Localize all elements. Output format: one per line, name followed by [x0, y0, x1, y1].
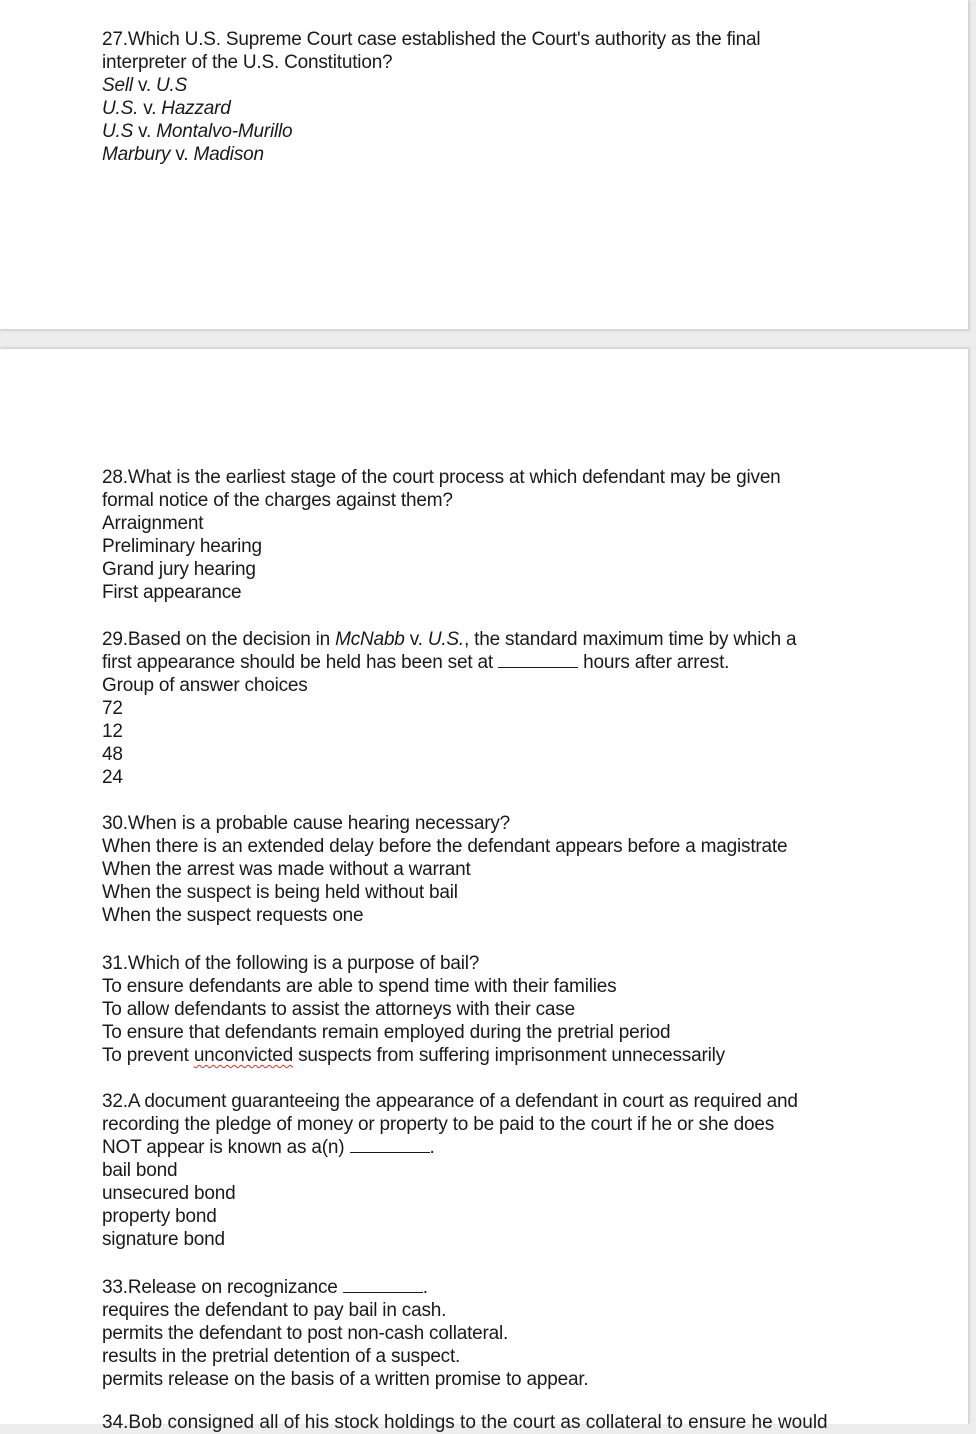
question-28-choice-4: First appearance	[102, 582, 242, 603]
question-28-choice-2: Preliminary hearing	[102, 536, 262, 557]
question-32-choice-3: property bond	[102, 1206, 217, 1227]
question-33	[102, 1276, 862, 1391]
spellcheck-flagged-word[interactable]: unconvicted	[193, 1045, 294, 1066]
question-28-text-line1: 28.What is the earliest stage of the court process at which defendant may be given	[102, 467, 781, 488]
question-34-partial: 34.Bob consigned all of his stock holdings to the court as collateral to ensure he would	[102, 1412, 828, 1433]
question-27-choice-1: Sell v. U.S	[102, 75, 188, 96]
question-33-choice-4: permits release on the basis of a written promise to appear.	[102, 1369, 589, 1390]
answer-blank	[498, 652, 578, 668]
question-31	[102, 952, 862, 1067]
question-31-choice-3: To ensure that defendants remain employed during the pretrial period	[102, 1022, 671, 1043]
question-32-choice-4: signature bond	[102, 1229, 225, 1250]
document-page-1	[0, 0, 969, 330]
question-30-choice-1: When there is an extended delay before the defendant appears before a magistrate	[102, 836, 788, 857]
question-27-text-line2: interpreter of the U.S. Constitution?	[102, 52, 393, 73]
question-30	[102, 812, 862, 927]
question-31-choice-1: To ensure defendants are able to spend time with their families	[102, 976, 617, 997]
question-27	[102, 28, 862, 166]
question-27-text-line1: 27.Which U.S. Supreme Court case established the Court's authority as the final	[102, 29, 761, 50]
question-32-text-line3: NOT appear is known as a(n) .	[102, 1137, 435, 1158]
question-29-group-label: Group of answer choices	[102, 675, 308, 696]
question-29-choice-4: 24	[102, 767, 123, 788]
question-30-choice-3: When the suspect is being held without bail	[102, 882, 458, 903]
question-32-text-line1: 32.A document guaranteeing the appearance of a defendant in court as required and	[102, 1091, 798, 1112]
question-29-text-line1: 29.Based on the decision in McNabb v. U.S., the standard maximum time by which a	[102, 629, 797, 650]
question-30-text-line1: 30.When is a probable cause hearing necessary?	[102, 813, 511, 834]
question-29-choice-1: 72	[102, 698, 123, 719]
question-31-choice-4: To prevent unconvicted suspects from suffering imprisonment unnecessarily	[102, 1045, 725, 1066]
question-33-choice-1: requires the defendant to pay bail in cash.	[102, 1300, 447, 1321]
question-33-text-line1: 33.Release on recognizance .	[102, 1277, 428, 1298]
question-30-choice-4: When the suspect requests one	[102, 905, 364, 926]
question-32-choice-1: bail bond	[102, 1160, 178, 1181]
question-28-text-line2: formal notice of the charges against them?	[102, 490, 453, 511]
question-32-text-line2: recording the pledge of money or property to be paid to the court if he or she does	[102, 1114, 775, 1135]
question-32	[102, 1090, 862, 1251]
question-30-choice-2: When the arrest was made without a warrant	[102, 859, 471, 880]
question-29-choice-3: 48	[102, 744, 123, 765]
question-29-choice-2: 12	[102, 721, 123, 742]
question-28-choice-3: Grand jury hearing	[102, 559, 256, 580]
question-31-text-line1: 31.Which of the following is a purpose of bail?	[102, 953, 480, 974]
question-27-choice-2: U.S. v. Hazzard	[102, 98, 231, 119]
question-28	[102, 466, 862, 604]
answer-blank	[350, 1137, 430, 1153]
question-27-choice-4: Marbury v. Madison	[102, 144, 264, 165]
question-32-choice-2: unsecured bond	[102, 1183, 236, 1204]
question-28-choice-1: Arraignment	[102, 513, 204, 534]
question-27-choice-3: U.S v. Montalvo-Murillo	[102, 121, 293, 142]
answer-blank	[343, 1277, 423, 1293]
question-31-choice-2: To allow defendants to assist the attorneys with their case	[102, 999, 575, 1020]
question-29-text-line2: first appearance should be held has been set at hours after arrest.	[102, 652, 730, 673]
question-33-choice-2: permits the defendant to post non-cash collateral.	[102, 1323, 509, 1344]
question-33-choice-3: results in the pretrial detention of a suspect.	[102, 1346, 461, 1367]
question-29	[102, 628, 862, 789]
